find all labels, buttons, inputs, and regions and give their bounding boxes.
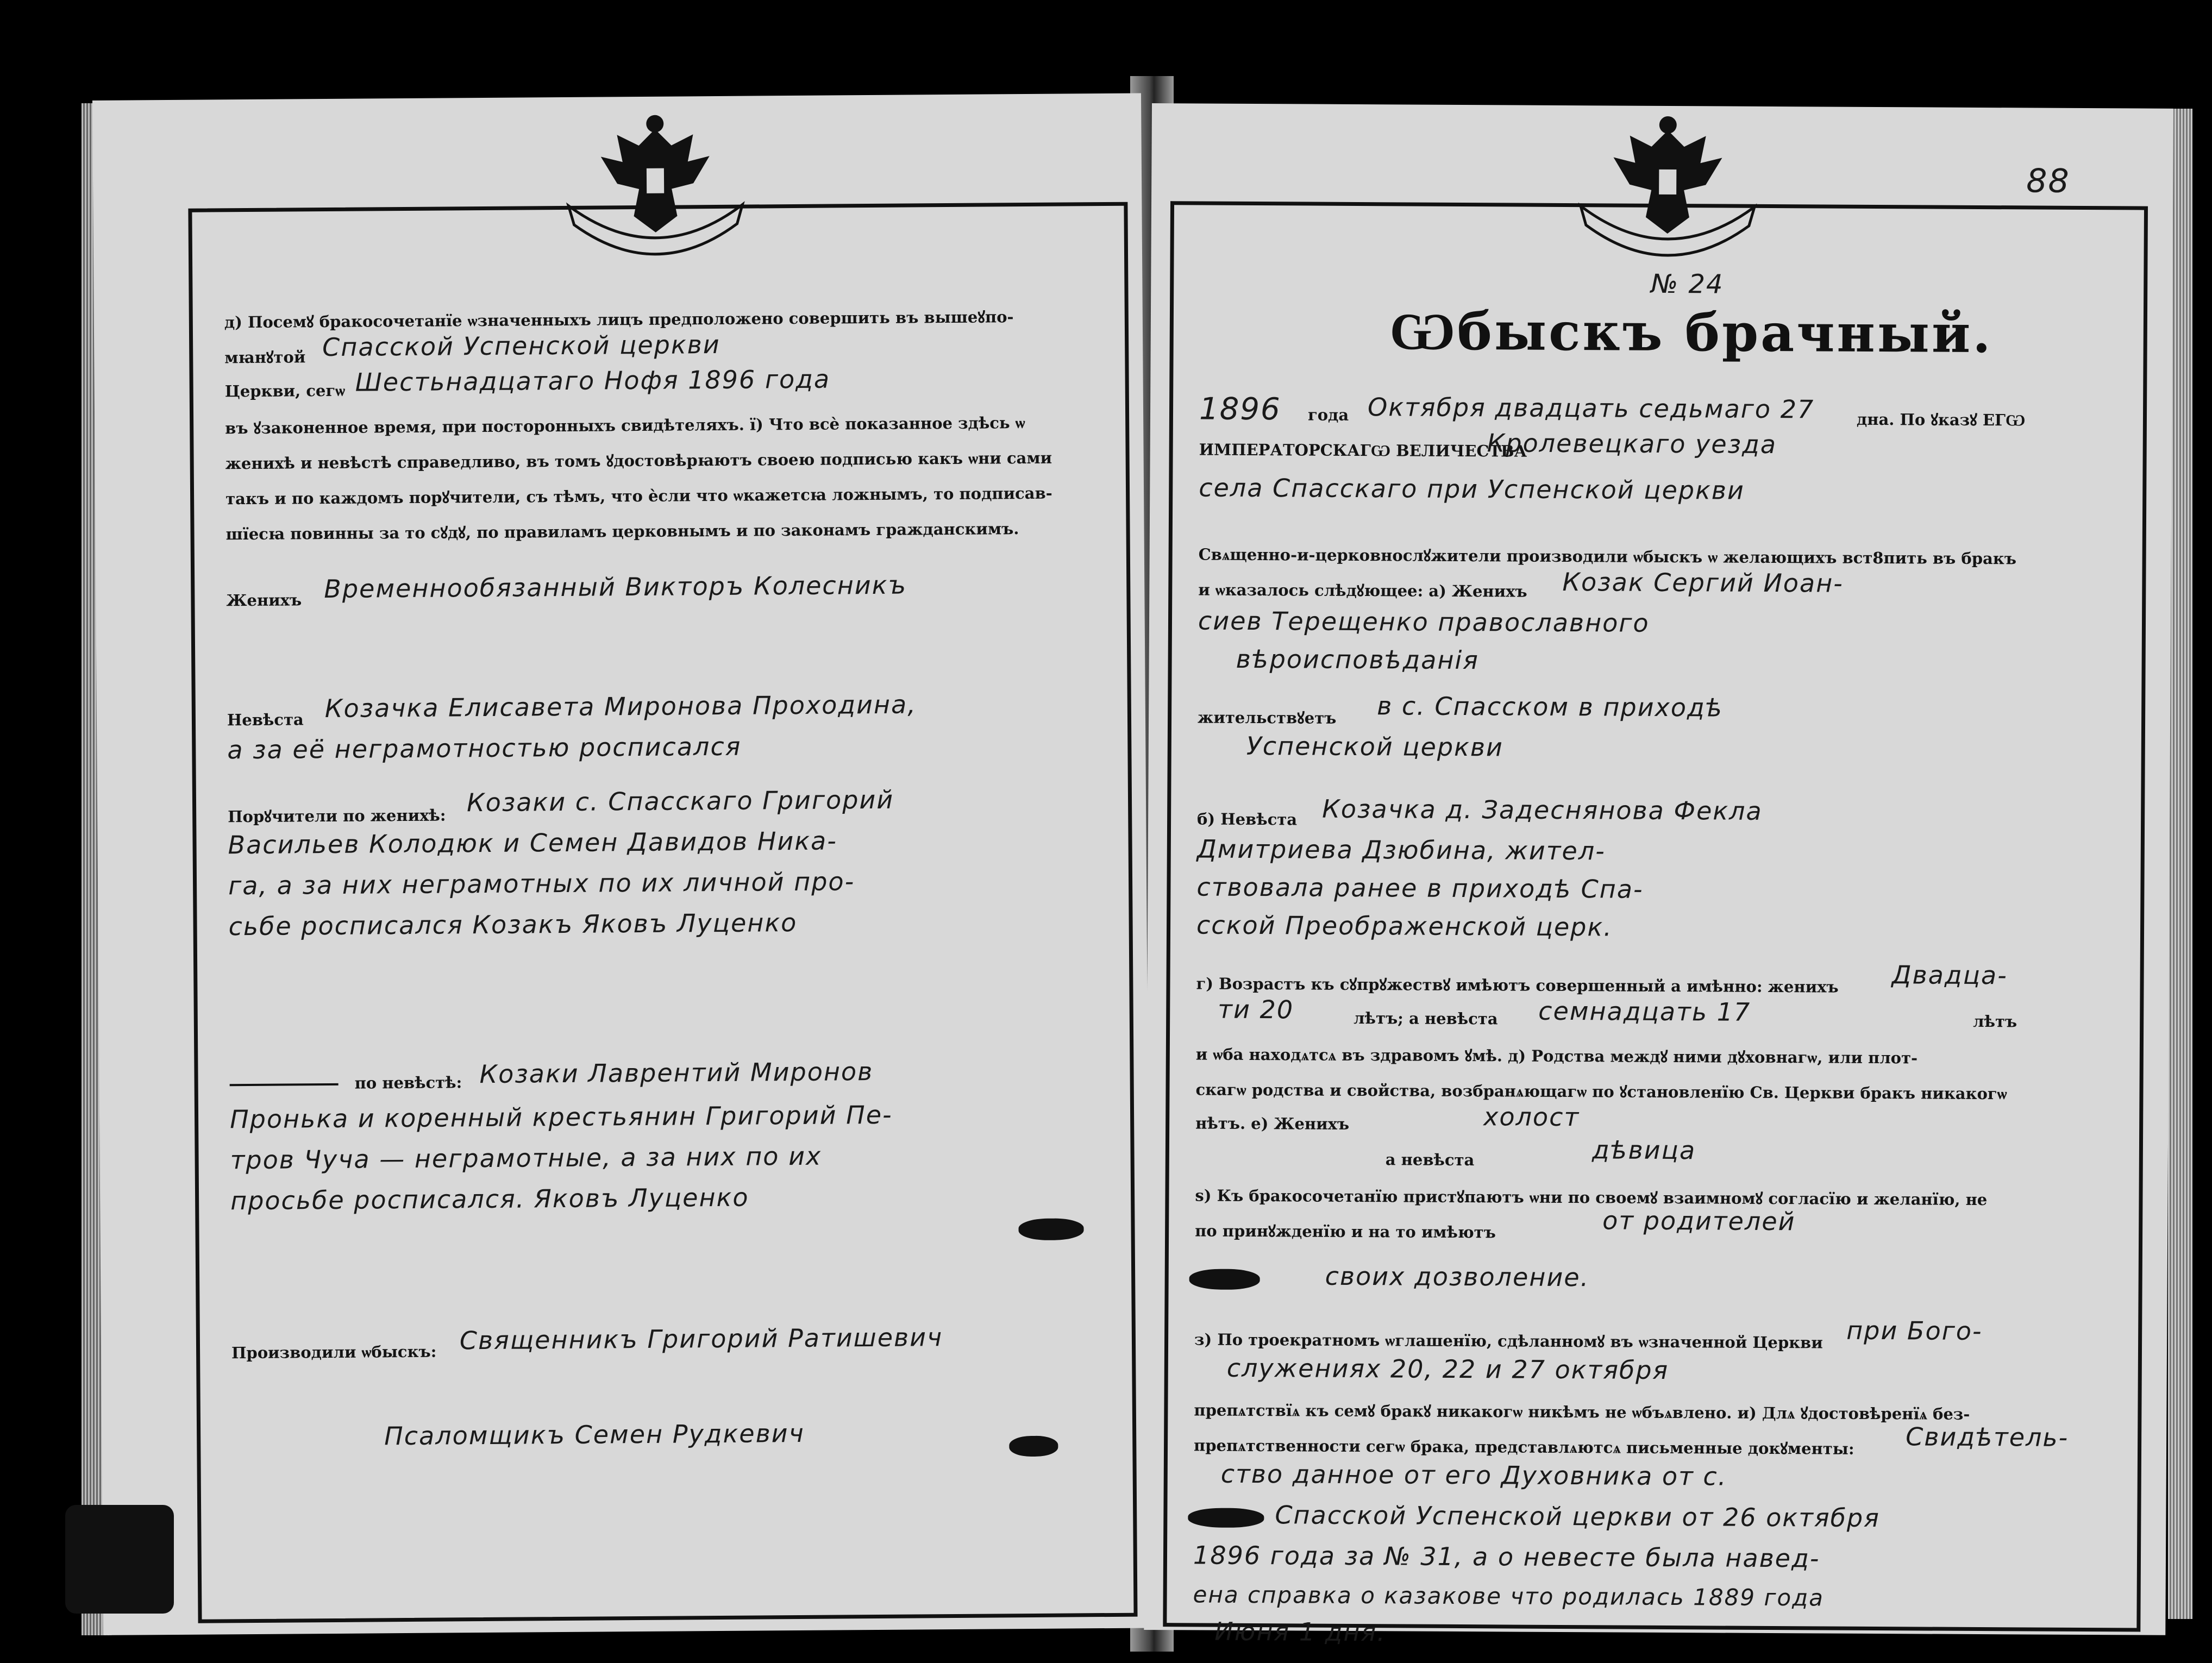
r30-hand: ена справка о казакове что родилась 1889 года — [1193, 1581, 1825, 1611]
groom-sureties-hand1: Козаки с. Спасскаго Григорий — [466, 785, 894, 818]
r9-hand: Успенской церкви — [1246, 731, 1504, 762]
l-line2-label: мꙗнꙋтой — [224, 348, 306, 367]
groom-sureties-hand4: сьбе росписался Козакъ Яковъ Луценко — [228, 907, 798, 942]
r3-hand: села Спасскаго при Успенской церкви — [1199, 473, 1745, 505]
double-headed-eagle-emblem-icon — [557, 107, 754, 272]
l-line7: шїесꙗ повинны за то сꙋдꙋ, по правиламъ церковнымъ и по законамъ гражданскимъ. — [225, 519, 1019, 544]
r14-label: г) Возрастъ къ сꙋпрꙋжествꙋ имѣютъ совершенный а имѣнно: женихъ — [1196, 974, 1839, 996]
r21-label: по принꙋжденїю и на то имѣютъ — [1195, 1221, 1496, 1242]
r10-hand: Козачка д. Задеснянова Фекла — [1322, 794, 1763, 826]
r2-label: ИМПЕРАТОРСКАГѠ ВЕЛИЧЕСТВА — [1199, 440, 1527, 461]
r12-hand: ствовала ранее в приходѣ Спа- — [1196, 872, 1644, 904]
r23-hand: при Бого- — [1846, 1315, 1983, 1346]
r25: препѧтствїѧ къ семꙋ бракꙋ никакогѡ никѣмъ не ѡбъѧвлено. и) Длѧ ꙋдостовѣренїѧ без- — [1194, 1401, 1970, 1423]
r22-hand: своих дозволение. — [1325, 1261, 1590, 1292]
r19-label: а невѣста — [1385, 1150, 1475, 1170]
r24-hand: служениях 20, 22 и 27 октября — [1226, 1353, 1669, 1385]
r5-label: и ѡказалось слѣдꙋющее: а) Женихъ — [1198, 580, 1527, 601]
ink-blot — [1189, 1269, 1260, 1290]
ink-blot — [1009, 1436, 1058, 1457]
r19-hand: дѣвица — [1591, 1135, 1696, 1165]
r27-hand: ство данное от его Духовника от с. — [1220, 1459, 1727, 1491]
r5-hand: Козак Сергий Иоан- — [1562, 567, 1844, 598]
r14-hand: Двадца- — [1891, 960, 2008, 990]
r16: и ѡба находѧтсѧ въ здравомъ ꙋмѣ. д) Родства междꙋ ними дꙋховнагѡ, или плот- — [1195, 1045, 1918, 1068]
l-line3-hand: Шестьнадцатаго Нофя 1896 года — [355, 364, 831, 397]
r17: скагѡ родства и свойства, возбранѧющагѡ по ꙋстановленїю Св. Церкви бракъ никакогѡ — [1195, 1080, 2007, 1103]
r18-label: нѣтъ. е) Женихъ — [1195, 1114, 1350, 1133]
ink-blot — [1188, 1508, 1264, 1528]
l-line6: такъ и по каждомъ порꙋчители, съ тѣмъ, что ѐсли что ѡкажетсꙗ ложнымъ, то подписав- — [225, 484, 1052, 509]
r26-label: препѧтственности сегѡ брака, представлѧютсѧ письменные докꙋменты: — [1193, 1436, 1854, 1458]
r1-date: Октября двадцать седьмаго 27 — [1367, 392, 1815, 424]
l-line1: д) Посемꙋ бракосочетанїе ѡзначенныхъ лицъ предположено совершить въ вышеꙋпо- — [224, 308, 1014, 332]
bookmark-tab — [65, 1505, 174, 1614]
bride-sureties-label-text: по невѣстѣ: — [354, 1073, 462, 1093]
search-hand2: Псаломщикъ Семен Рудкевич — [384, 1418, 805, 1451]
bride-sureties-hand2: Пронька и коренный крестьянин Григорий Пе- — [229, 1100, 893, 1134]
groom-sureties-hand2: Васильев Колодюк и Семен Давидов Ника- — [228, 826, 837, 860]
document-title: Ѡбыскъ брачный. — [1389, 300, 1993, 365]
bride-sureties-label — [230, 1073, 462, 1093]
r29-hand: 1896 года за № 31, а о невесте была навед- — [1193, 1540, 1820, 1573]
r4: Свѧщенно-и-церковнослꙋжители производили ѡбыскъ ѡ желающихъ вст8пить въ бракъ — [1198, 545, 2017, 568]
groom-sureties-label: Порꙋчители по женихѣ: — [228, 806, 446, 826]
r6-hand: сиев Терещенко православного — [1198, 606, 1650, 638]
r13-hand: сской Преображенской церк. — [1196, 910, 1613, 942]
r1-label1: года — [1307, 405, 1349, 424]
l-line5: женихѣ и невѣстѣ справедливо, въ томъ ꙋдостовѣрꙗютъ своею подписью какъ ѡни сами — [225, 448, 1052, 473]
r10-label: б) Невѣста — [1197, 809, 1298, 829]
bride-sureties-hand4: просьбе росписался. Яковъ Луценко — [230, 1182, 749, 1216]
groom-sureties-hand3: га, а за них неграмотных по их личной про- — [228, 867, 855, 901]
r1-year: 1896 — [1199, 391, 1281, 428]
bride-hand2: а за её неграмотностью росписался — [227, 731, 742, 765]
bride-hand1: Козачка Елисавета Миронова Проходина, — [324, 689, 917, 724]
r18-hand: холост — [1483, 1102, 1580, 1132]
emblem — [557, 107, 754, 272]
r15-hand1: ти 20 — [1218, 994, 1294, 1025]
bride-label: Невѣста — [227, 710, 304, 730]
bride-sureties-hand3: тров Чуча — неграмотные, а за них по их — [230, 1141, 822, 1175]
emblem — [1569, 108, 1766, 272]
r15-label2: лѣтъ — [1973, 1012, 2017, 1031]
r20: ѕ) Къ бракосочетанїю пристꙋпаютъ ѡни по своемꙋ взаимномꙋ согласїю и желанїю, не — [1195, 1186, 1988, 1209]
r31-hand: Июня 1 дня. — [1214, 1616, 1386, 1647]
groom-label: Женихъ — [226, 591, 302, 610]
dash-line — [230, 1083, 339, 1086]
r2-hand: Кролевецкаго уезда — [1487, 428, 1777, 460]
r28-hand: Спасской Успенской церкви от 26 октября — [1275, 1500, 1881, 1533]
r21-hand: от родителей — [1602, 1206, 1796, 1237]
right-page — [1144, 103, 2173, 1647]
ink-blot — [1018, 1218, 1083, 1240]
double-headed-eagle-emblem-icon — [1569, 108, 1766, 272]
search-label: Производили ѡбыскъ: — [231, 1342, 437, 1363]
page-number: 88 — [2026, 162, 2070, 200]
r15-hand2: семнадцать 17 — [1538, 996, 1751, 1027]
r11-hand: Дмитриева Дзюбина, жител- — [1196, 834, 1606, 866]
l-line3-label: Церкви, сегѡ — [224, 381, 346, 401]
l-line4: въ ꙋзаконенное время, при посторонныхъ свидѣтеляхъ. ї) Что всѐ показанное здѣсь ѡ — [225, 413, 1025, 438]
r15-label1: лѣтъ; а невѣста — [1353, 1008, 1498, 1028]
bride-sureties-hand1: Козаки Лаврентий Миронов — [479, 1057, 874, 1089]
r8-hand: в с. Спасском в приходѣ — [1377, 691, 1724, 723]
r1-label2: дна. По ꙋказꙋ ЕГѠ — [1856, 410, 2026, 430]
r7-hand: вѣроисповѣданія — [1236, 644, 1480, 675]
r26-hand: Свидѣтель- — [1906, 1422, 2069, 1452]
r8-label: жительствꙋетъ — [1197, 708, 1337, 727]
l-line2-hand: Спасской Успенской церкви — [322, 329, 720, 362]
r23-label: з) По троекратномъ ѡглашенїю, сдѣланномꙋ въ ѡзначенной Церкви — [1194, 1330, 1823, 1352]
groom-hand: Временнообязанный Викторъ Колесникъ — [324, 570, 907, 604]
left-page — [92, 93, 1152, 1635]
search-hand1: Священникъ Григорий Ратишевич — [459, 1322, 943, 1355]
record-number: № 24 — [1651, 268, 1724, 300]
